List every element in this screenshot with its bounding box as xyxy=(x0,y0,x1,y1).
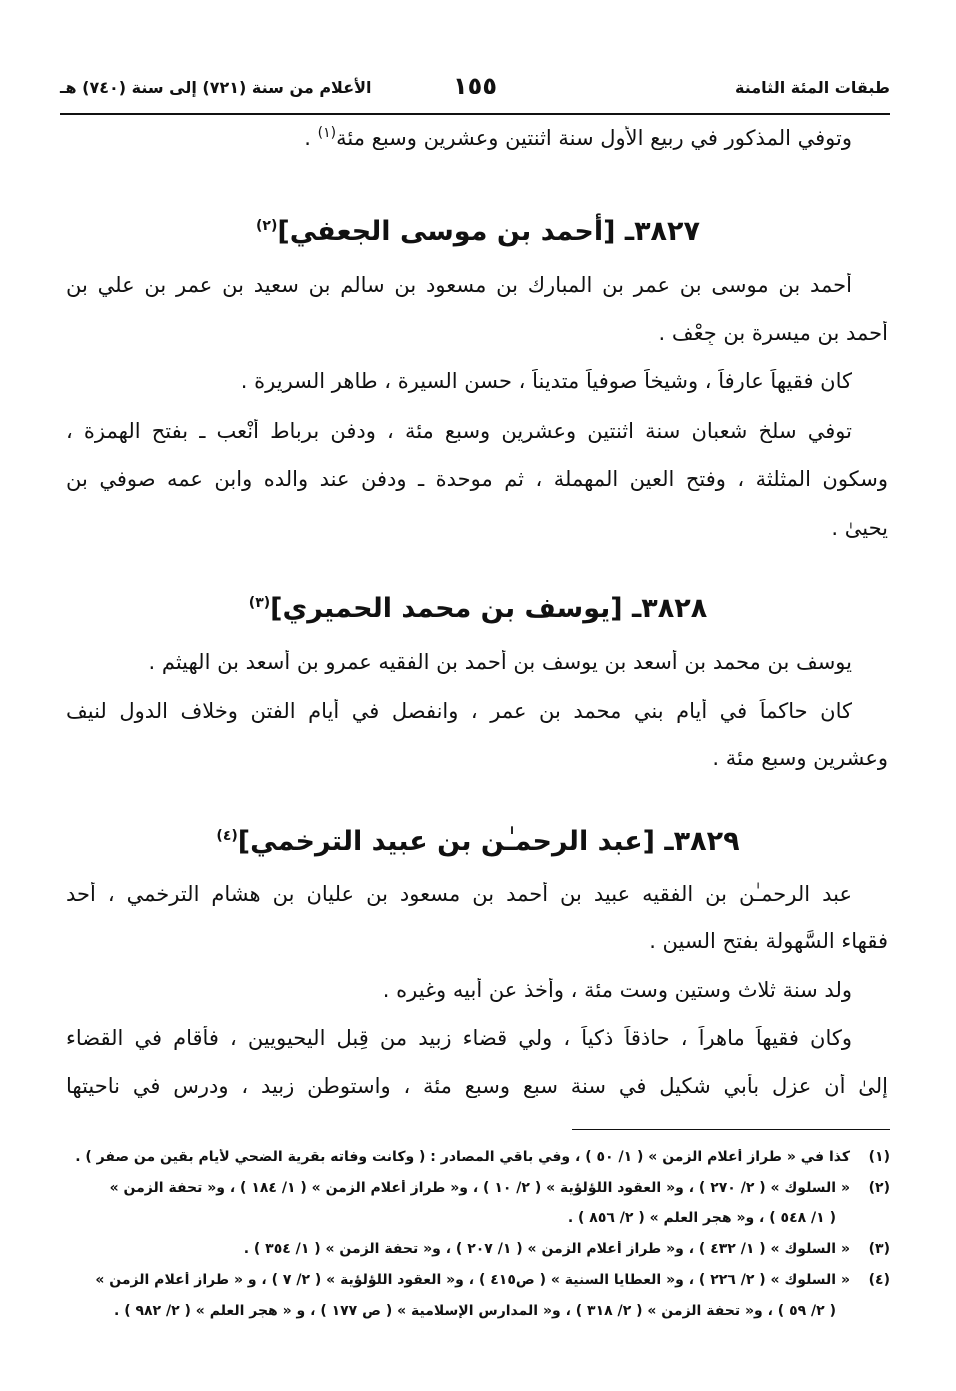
footnote-text: « السلوك » ( ٢/ ٢٢٦ ) ، و« العطايا السنية » ( ص٤١٥ ) ، و« العقود اللؤلؤية » ( ٢/ ٧ ) ، و « طراز أعلام الزمن » xyxy=(95,1272,850,1288)
footnote-ref: (٣) xyxy=(248,595,271,611)
entry-line: كان حاكماً في أيام بني محمد بن عمر ، وانفصل في أيام الفتن وخلاف الدول لنيف xyxy=(66,699,852,723)
entry-heading-text: ٣٨٢٨ـ [يوسف بن محمد الحميري] xyxy=(270,593,708,624)
footnote-4 xyxy=(64,1272,890,1288)
footnote-4-cont: ( ٢/ ٥٩ ) ، و« تحفة الزمن » ( ٢/ ٣١٨ ) ، و« المدارس الإسلامية » ( ص ١٧٧ ) ، و « هجر العلم » ( ٢/ ٩٨٢ ) . xyxy=(114,1303,836,1319)
footnote-number: (٤) xyxy=(868,1272,890,1288)
entry-line: كان فقيهاً عارفاً ، وشيخاً صوفياً متديناً ، حسن السيرة ، طاهر السريرة . xyxy=(240,369,852,393)
footnote-2-cont: ( ١/ ٥٤٨ ) ، و« هجر العلم » ( ٢/ ٨٥٦ ) . xyxy=(567,1210,836,1226)
footnote-ref: (١) xyxy=(317,126,337,141)
running-title-right: طبقات المئة الثامنة xyxy=(735,78,890,97)
entry-line: يحيىٰ . xyxy=(831,516,888,540)
footnote-1 xyxy=(64,1149,890,1165)
entry-line: ولد سنة ثلاث وستين وست مئة ، وأخذ عن أبيه وغيره . xyxy=(382,978,852,1002)
entry-heading-3828 xyxy=(0,593,956,624)
entry-line: فقهاء السَّهولة بفتح السين . xyxy=(649,929,888,953)
footnote-text: كذا في « طراز أعلام الزمن » ( ١/ ٥٠ ) ، وفي باقي المصادر : ( وكانت وفاته بقرية الضحي لأيام بقين من صفر ) . xyxy=(75,1149,850,1165)
running-title-left: الأعلام من سنة (٧٢١) إلى سنة (٧٤٠) هـ xyxy=(60,78,372,97)
footnote-2 xyxy=(64,1180,890,1196)
footnote-3 xyxy=(64,1241,890,1257)
entry-line: توفي سلخ شعبان سنة اثنتين وعشرين وسبع مئة ، ودفن برباط أَنْعب ـ بفتح الهمزة ، xyxy=(66,419,852,443)
intro-end: . xyxy=(304,126,318,150)
entry-line: أحمد بن موسى بن عمر بن المبارك بن مسعود بن سالم بن سعيد بن عمر بن علي بن xyxy=(66,273,852,297)
entry-heading-3827 xyxy=(0,216,956,247)
entry-heading-3829 xyxy=(0,826,956,857)
entry-line: وسكون المثلثة ، وفتح العين المهملة ، ثم موحدة ـ ودفن عند والده وابن عمه صوفي بن xyxy=(66,467,888,491)
footnote-text: « السلوك » ( ٢/ ٢٧٠ ) ، و« العقود اللؤلؤية » ( ٢/ ١٠ ) ، و« طراز أعلام الزمن » ( ١/ ١٨٤ ) ، و« تحفة الزمن » xyxy=(109,1180,850,1196)
footnote-number: (٣) xyxy=(868,1241,890,1257)
entry-line: إلىٰ أن عزل بأبي شكيل في سنة سبع وسبع مئة ، واستوطن زبيد ، ودرس في ناحيتها xyxy=(66,1074,888,1098)
page-number: ١٥٥ xyxy=(453,72,497,100)
entry-heading-text: ٣٨٢٧ـ [أحمد بن موسى الجعفي] xyxy=(277,216,700,247)
entry-line: يوسف بن محمد بن أسعد بن يوسف بن أحمد بن الفقيه عمرو بن أسعد بن الهيثم . xyxy=(148,650,852,674)
entry-line: عبد الرحمـٰن بن الفقيه عبيد بن أحمد بن مسعود بن عليان بن هشام الترخمي ، أحد xyxy=(66,882,852,906)
entry-line: وكان فقيهاً ماهراً ، حاذقاً ذكياً ، ولي قضاء زبيد من قِبل اليحيويين ، فأقام في القضاء xyxy=(66,1026,852,1050)
intro-line xyxy=(66,126,888,150)
footnote-ref: (٢) xyxy=(256,218,278,234)
footnote-ref: (٤) xyxy=(216,828,238,844)
footnote-number: (١) xyxy=(868,1149,890,1165)
intro-text: وتوفي المذكور في ربيع الأول سنة اثنتين وعشرين وسبع مئة xyxy=(336,126,852,150)
page-header xyxy=(60,70,890,106)
entry-line: أحمد بن ميسرة بن جِعْف . xyxy=(658,321,888,345)
footnote-number: (٢) xyxy=(868,1180,890,1196)
footnote-rule xyxy=(572,1129,890,1130)
footnote-text: « السلوك » ( ١/ ٤٣٢ ) ، و« طراز أعلام الزمن » ( ١/ ٢٠٧ ) ، و« تحفة الزمن » ( ١/ ٣٥٤ ) . xyxy=(243,1241,850,1257)
entry-heading-text: ٣٨٢٩ـ [عبد الرحمـٰن بن عبيد الترخمي] xyxy=(237,826,740,857)
header-rule xyxy=(60,113,890,115)
entry-line: وعشرين وسبع مئة . xyxy=(712,746,888,770)
